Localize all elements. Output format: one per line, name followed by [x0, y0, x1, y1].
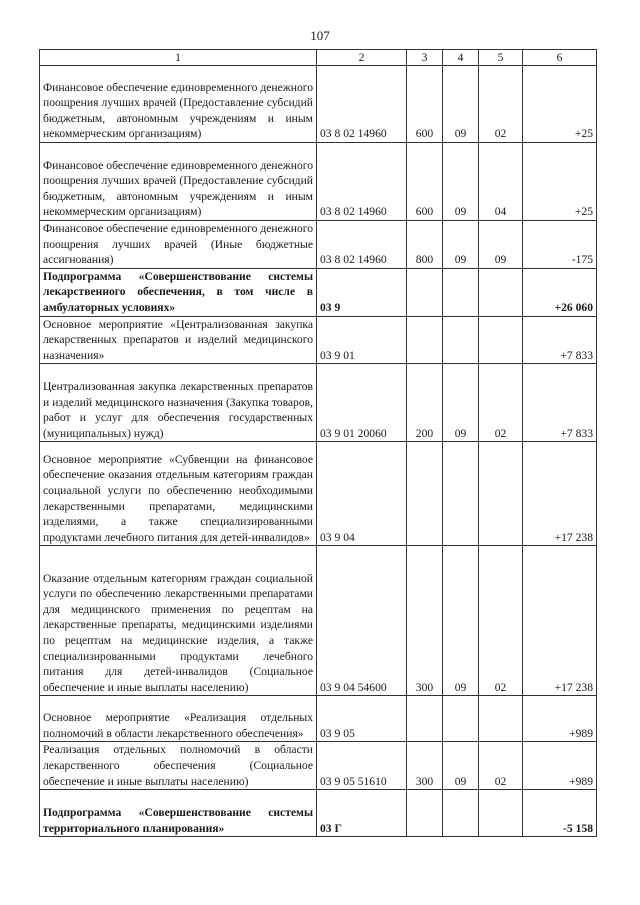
- row-amount: +17 238: [523, 546, 597, 696]
- row-section: 09: [443, 66, 479, 143]
- row-expense-type: [407, 790, 443, 837]
- row-description: Основное мероприятие «Централизованная закупка лекарственных препаратов и изделий медицинского назначения»: [40, 316, 317, 364]
- row-expense-type: 200: [407, 364, 443, 442]
- row-code: 03 9 05: [317, 696, 407, 742]
- row-amount: +989: [523, 742, 597, 790]
- row-subsection: [479, 442, 523, 546]
- row-description: Финансовое обеспечение единовременного денежного поощрения лучших врачей (Иные бюджетные ассигнования): [40, 221, 317, 269]
- table-row-subprogram: [40, 268, 597, 316]
- row-code: 03 8 02 14960: [317, 221, 407, 269]
- column-header-3: 3: [407, 50, 443, 66]
- column-header-5: 5: [479, 50, 523, 66]
- row-expense-type: [407, 696, 443, 742]
- column-header-1: 1: [40, 50, 317, 66]
- budget-table: [39, 49, 597, 837]
- row-description: Реализация отдельных полномочий в области лекарственного обеспечения (Социальное обеспечение и иные выплаты населению): [40, 742, 317, 790]
- table-row-subprogram: [40, 790, 597, 837]
- row-amount: +7 833: [523, 316, 597, 364]
- row-subsection: 04: [479, 143, 523, 221]
- table-row: [40, 442, 597, 546]
- row-expense-type: 600: [407, 66, 443, 143]
- row-expense-type: 300: [407, 742, 443, 790]
- row-code: 03 9 01: [317, 316, 407, 364]
- table-row: [40, 742, 597, 790]
- row-description: Финансовое обеспечение единовременного денежного поощрения лучших врачей (Предоставление субсидий бюджетным, автономным учреждениям и иным некоммерческим организациям): [40, 66, 317, 143]
- row-expense-type: [407, 442, 443, 546]
- row-code: 03 9 05 51610: [317, 742, 407, 790]
- row-subsection: 02: [479, 66, 523, 143]
- row-expense-type: [407, 316, 443, 364]
- row-section: 09: [443, 364, 479, 442]
- row-subsection: 02: [479, 742, 523, 790]
- row-code: 03 9 04 54600: [317, 546, 407, 696]
- row-amount: +26 060: [523, 268, 597, 316]
- row-section: [443, 316, 479, 364]
- table-row: [40, 221, 597, 269]
- row-section: 09: [443, 143, 479, 221]
- row-code: 03 9 01 20060: [317, 364, 407, 442]
- row-subsection: [479, 316, 523, 364]
- row-code: 03 9: [317, 268, 407, 316]
- row-amount: +25: [523, 143, 597, 221]
- table-row: [40, 364, 597, 442]
- row-subsection: [479, 790, 523, 837]
- row-amount: +17 238: [523, 442, 597, 546]
- row-amount: +989: [523, 696, 597, 742]
- row-expense-type: 800: [407, 221, 443, 269]
- row-description: Основное мероприятие «Субвенции на финансовое обеспечение оказания отдельным категориям граждан социальной услуги по обеспечению необходимыми лекарственными препаратами, медицинскими изделиями, а также специализированными продуктами лечебного питания для детей-инвалидов»: [40, 442, 317, 546]
- row-code: 03 8 02 14960: [317, 66, 407, 143]
- row-section: [443, 696, 479, 742]
- table-row: [40, 66, 597, 143]
- row-description: Централизованная закупка лекарственных препаратов и изделий медицинского назначения (Закупка товаров, работ и услуг для обеспечения государственных (муниципальных) нужд): [40, 364, 317, 442]
- header-row: [40, 50, 597, 66]
- row-subsection: 09: [479, 221, 523, 269]
- row-subsection: [479, 696, 523, 742]
- row-section: 09: [443, 546, 479, 696]
- row-expense-type: 300: [407, 546, 443, 696]
- row-subsection: [479, 268, 523, 316]
- row-section: 09: [443, 742, 479, 790]
- column-header-6: 6: [523, 50, 597, 66]
- row-description: Подпрограмма «Совершенствование системы лекарственного обеспечения, в том числе в амбулаторных условиях»: [40, 268, 317, 316]
- table-row: [40, 696, 597, 742]
- row-amount: -175: [523, 221, 597, 269]
- row-description: Оказание отдельным категориям граждан социальной услуги по обеспечению лекарственными препаратами для медицинского применения по рецептам на лекарственные препараты, медицинскими изделиями по рецептам на медицинские изделия, а также специализированными продуктами лечебного питания для детей-инвалидов (Социальное обеспечение и иные выплаты населению): [40, 546, 317, 696]
- row-amount: +25: [523, 66, 597, 143]
- row-amount: -5 158: [523, 790, 597, 837]
- row-section: [443, 790, 479, 837]
- table-row: [40, 316, 597, 364]
- row-section: [443, 268, 479, 316]
- row-section: 09: [443, 221, 479, 269]
- column-header-2: 2: [317, 50, 407, 66]
- table-row: [40, 143, 597, 221]
- row-description: Подпрограмма «Совершенствование системы территориального планирования»: [40, 790, 317, 837]
- row-code: 03 9 04: [317, 442, 407, 546]
- row-subsection: 02: [479, 546, 523, 696]
- row-subsection: 02: [479, 364, 523, 442]
- row-code: 03 8 02 14960: [317, 143, 407, 221]
- row-amount: +7 833: [523, 364, 597, 442]
- page-number: 107: [310, 28, 330, 43]
- row-expense-type: 600: [407, 143, 443, 221]
- row-description: Финансовое обеспечение единовременного денежного поощрения лучших врачей (Предоставление субсидий бюджетным, автономным учреждениям и иным некоммерческим организациям): [40, 143, 317, 221]
- row-section: [443, 442, 479, 546]
- row-description: Основное мероприятие «Реализация отдельных полномочий в области лекарственного обеспечения»: [40, 696, 317, 742]
- row-expense-type: [407, 268, 443, 316]
- column-header-4: 4: [443, 50, 479, 66]
- table-row: [40, 546, 597, 696]
- row-code: 03 Г: [317, 790, 407, 837]
